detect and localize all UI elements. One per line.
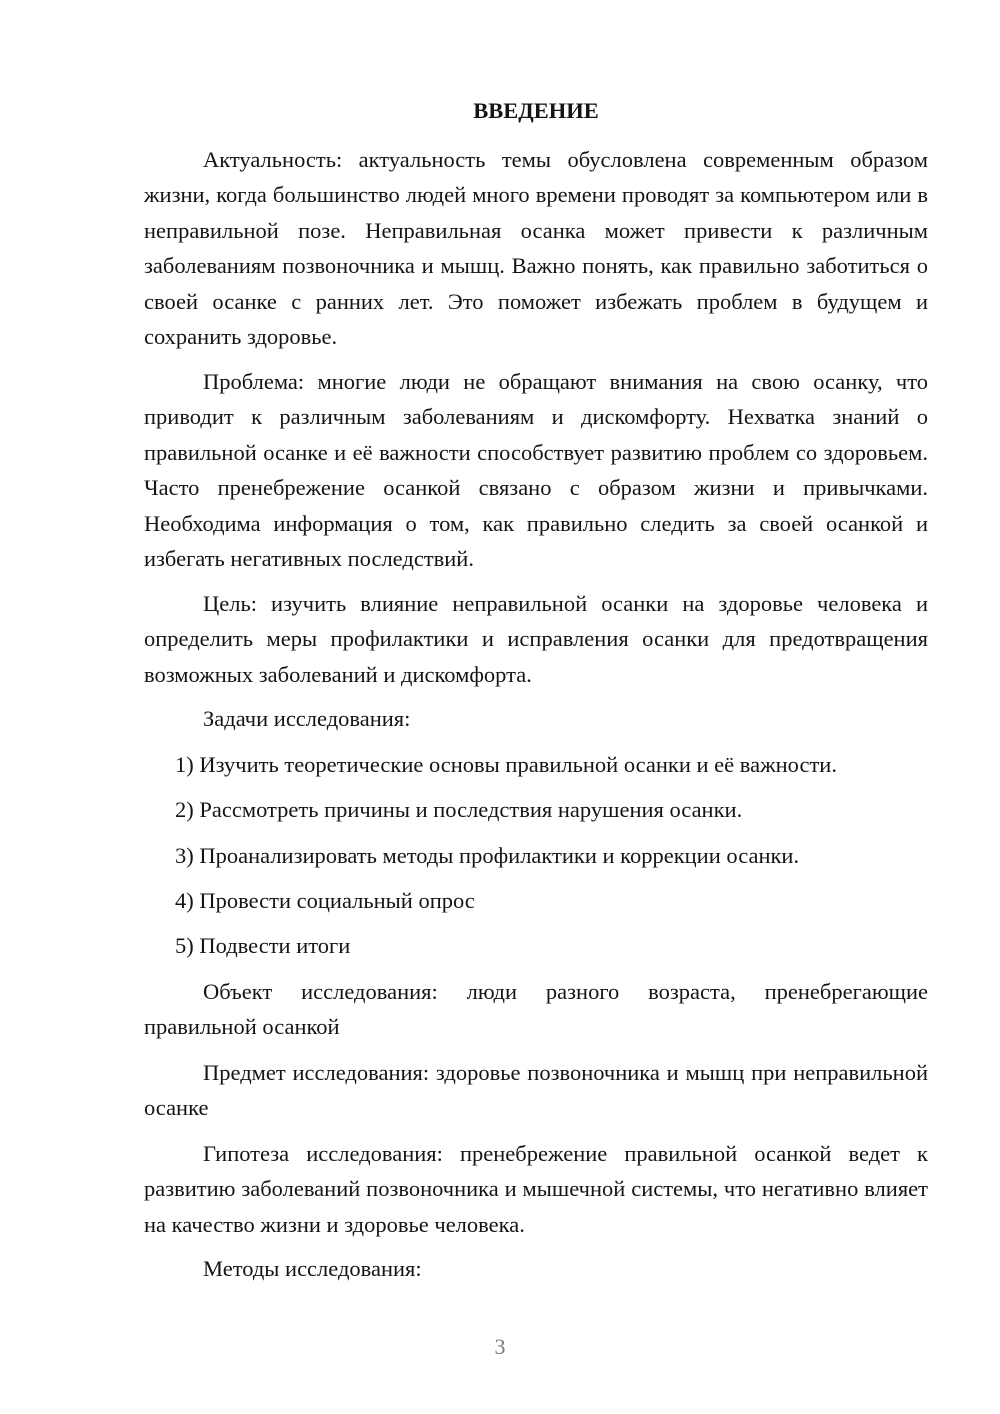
task-item: 2) Рассмотреть причины и последствия нарушения осанки.: [175, 797, 743, 822]
task-item: 4) Провести социальный опрос: [175, 888, 475, 913]
methods-title: Методы исследования:: [203, 1256, 422, 1281]
subject-paragraph: Предмет исследования: здоровье позвоночника и мышц при неправильной осанке: [144, 1060, 928, 1121]
task-item: 5) Подвести итоги: [175, 933, 351, 958]
goal-paragraph: Цель: изучить влияние неправильной осанки на здоровье человека и определить меры профилактики и исправления осанки для предотвращения возможных заболеваний и дискомфорта.: [144, 591, 928, 687]
page-number: 3: [494, 1334, 506, 1359]
hypothesis-paragraph: Гипотеза исследования: пренебрежение правильной осанкой ведет к развитию заболеваний позвоночника и мышечной системы, что негативно влияет на качество жизни и здоровье человека.: [144, 1141, 928, 1237]
relevance-paragraph: Актуальность: актуальность темы обусловлена современным образом жизни, когда большинство людей много времени проводят за компьютером или в неправильной позе. Неправильная осанка может привести к различным заболеваниям позвоночника и мышц. Важно понять, как правильно заботиться о своей осанке с ранних лет. Это поможет избежать проблем в будущем и сохранить здоровье.: [144, 147, 928, 350]
task-item: 3) Проанализировать методы профилактики и коррекции осанки.: [175, 843, 800, 868]
task-item: 1) Изучить теоретические основы правильной осанки и её важности.: [175, 752, 837, 777]
tasks-title: Задачи исследования:: [203, 706, 411, 731]
page-title: ВВЕДЕНИЕ: [473, 98, 599, 123]
object-paragraph: Объект исследования: люди разного возраста, пренебрегающие правильной осанкой: [144, 979, 928, 1040]
problem-paragraph: Проблема: многие люди не обращают внимания на свою осанку, что приводит к различным заболеваниям и дискомфорту. Нехватка знаний о правильной осанке и её важности способствует развитию проблем со здоровьем. Часто пренебрежение осанкой связано с образом жизни и привычками. Необходима информация о том, как правильно следить за своей осанкой и избегать негативных последствий.: [144, 369, 928, 572]
